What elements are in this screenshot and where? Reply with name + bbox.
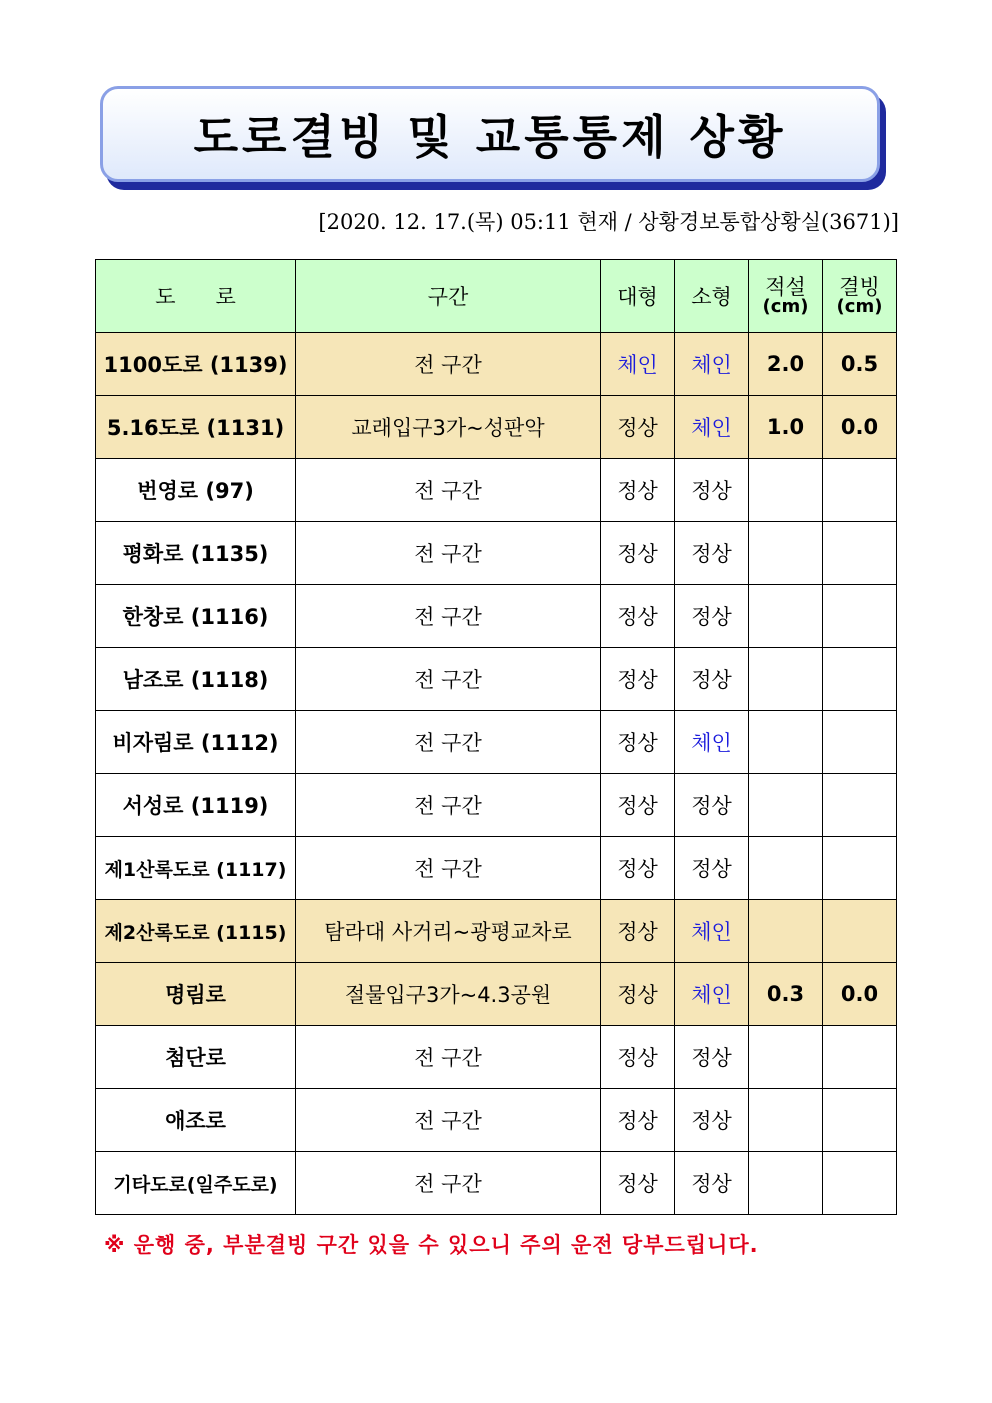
ice-depth [823, 459, 897, 522]
road-section: 전 구간 [296, 648, 601, 711]
ice-depth [823, 711, 897, 774]
caution-note: ※ 운행 중, 부분결빙 구간 있을 수 있으니 주의 운전 당부드립니다. [104, 1233, 759, 1257]
table-row [96, 459, 897, 522]
ice-depth: 0.0 [823, 963, 897, 1026]
small-vehicle-status: 정상 [675, 837, 749, 900]
road-name: 번영로 (97) [96, 459, 296, 522]
large-vehicle-status: 정상 [601, 1152, 675, 1215]
large-vehicle-status: 체인 [601, 333, 675, 396]
header-road-label: 도 로 [155, 285, 236, 309]
header-large: 대형 [601, 260, 675, 333]
snow-depth [749, 1026, 823, 1089]
table-row [96, 1089, 897, 1152]
table-row [96, 333, 897, 396]
road-name: 제1산록도로 (1117) [96, 837, 296, 900]
ice-depth [823, 585, 897, 648]
large-vehicle-status: 정상 [601, 1026, 675, 1089]
large-vehicle-status: 정상 [601, 648, 675, 711]
road-section: 탐라대 사거리~광평교차로 [296, 900, 601, 963]
snow-depth [749, 900, 823, 963]
snow-depth [749, 1152, 823, 1215]
table-row [96, 837, 897, 900]
road-section: 전 구간 [296, 333, 601, 396]
small-vehicle-status: 체인 [675, 963, 749, 1026]
snow-depth [749, 585, 823, 648]
road-name: 평화로 (1135) [96, 522, 296, 585]
small-vehicle-status: 정상 [675, 459, 749, 522]
table-row [96, 963, 897, 1026]
road-section: 전 구간 [296, 837, 601, 900]
small-vehicle-status: 정상 [675, 522, 749, 585]
ice-depth [823, 1152, 897, 1215]
snow-depth: 0.3 [749, 963, 823, 1026]
table-row [96, 396, 897, 459]
snow-depth [749, 774, 823, 837]
table-header-row [96, 260, 897, 333]
snow-depth [749, 648, 823, 711]
table-body [96, 333, 897, 1215]
small-vehicle-status: 체인 [675, 900, 749, 963]
ice-depth [823, 774, 897, 837]
large-vehicle-status: 정상 [601, 774, 675, 837]
road-section: 전 구간 [296, 1089, 601, 1152]
road-name: 한창로 (1116) [96, 585, 296, 648]
small-vehicle-status: 정상 [675, 1026, 749, 1089]
table-row [96, 1152, 897, 1215]
road-section: 전 구간 [296, 522, 601, 585]
snow-depth [749, 522, 823, 585]
table-row [96, 900, 897, 963]
road-name: 비자림로 (1112) [96, 711, 296, 774]
large-vehicle-status: 정상 [601, 963, 675, 1026]
ice-depth [823, 837, 897, 900]
header-snow-unit: (cm) [762, 295, 809, 317]
large-vehicle-status: 정상 [601, 459, 675, 522]
header-ice-label: 결빙 [839, 274, 880, 299]
road-name: 1100도로 (1139) [96, 333, 296, 396]
road-name: 남조로 (1118) [96, 648, 296, 711]
title-banner [100, 86, 888, 192]
ice-depth: 0.5 [823, 333, 897, 396]
road-section: 전 구간 [296, 1026, 601, 1089]
small-vehicle-status: 정상 [675, 585, 749, 648]
snow-depth [749, 837, 823, 900]
header-section: 구간 [296, 260, 601, 333]
ice-depth [823, 1026, 897, 1089]
table-row [96, 522, 897, 585]
large-vehicle-status: 정상 [601, 522, 675, 585]
table-row [96, 585, 897, 648]
large-vehicle-status: 정상 [601, 585, 675, 648]
road-name: 서성로 (1119) [96, 774, 296, 837]
small-vehicle-status: 체인 [675, 396, 749, 459]
header-ice-unit: (cm) [836, 295, 883, 317]
large-vehicle-status: 정상 [601, 711, 675, 774]
large-vehicle-status: 정상 [601, 396, 675, 459]
ice-depth [823, 1089, 897, 1152]
snow-depth [749, 459, 823, 522]
timestamp-subtitle: [2020. 12. 17.(목) 05:11 현재 / 상황경보통합상황실(3671)] [318, 210, 899, 234]
road-name: 명림로 [96, 963, 296, 1026]
page-title: 도로결빙 및 교통통제 상황 [193, 110, 787, 164]
snow-depth [749, 711, 823, 774]
road-section: 전 구간 [296, 711, 601, 774]
road-section: 전 구간 [296, 459, 601, 522]
road-section: 전 구간 [296, 774, 601, 837]
road-name: 5.16도로 (1131) [96, 396, 296, 459]
header-snow-label: 적설 [765, 274, 806, 299]
ice-depth: 0.0 [823, 396, 897, 459]
road-section: 전 구간 [296, 1152, 601, 1215]
small-vehicle-status: 정상 [675, 648, 749, 711]
table-row [96, 774, 897, 837]
header-ice [823, 260, 897, 333]
header-snow [749, 260, 823, 333]
title-box [100, 86, 880, 182]
road-section: 절물입구3가~4.3공원 [296, 963, 601, 1026]
table-row [96, 711, 897, 774]
road-status-table [95, 259, 897, 1215]
large-vehicle-status: 정상 [601, 900, 675, 963]
road-name: 첨단로 [96, 1026, 296, 1089]
snow-depth [749, 1089, 823, 1152]
road-name: 기타도로(일주도로) [96, 1152, 296, 1215]
small-vehicle-status: 체인 [675, 711, 749, 774]
ice-depth [823, 522, 897, 585]
snow-depth: 2.0 [749, 333, 823, 396]
ice-depth [823, 648, 897, 711]
small-vehicle-status: 체인 [675, 333, 749, 396]
large-vehicle-status: 정상 [601, 837, 675, 900]
small-vehicle-status: 정상 [675, 774, 749, 837]
small-vehicle-status: 정상 [675, 1152, 749, 1215]
snow-depth: 1.0 [749, 396, 823, 459]
large-vehicle-status: 정상 [601, 1089, 675, 1152]
table-row [96, 648, 897, 711]
header-road [96, 260, 296, 333]
small-vehicle-status: 정상 [675, 1089, 749, 1152]
table-row [96, 1026, 897, 1089]
road-name: 제2산록도로 (1115) [96, 900, 296, 963]
road-section: 교래입구3가~성판악 [296, 396, 601, 459]
ice-depth [823, 900, 897, 963]
road-name: 애조로 [96, 1089, 296, 1152]
header-small: 소형 [675, 260, 749, 333]
road-section: 전 구간 [296, 585, 601, 648]
